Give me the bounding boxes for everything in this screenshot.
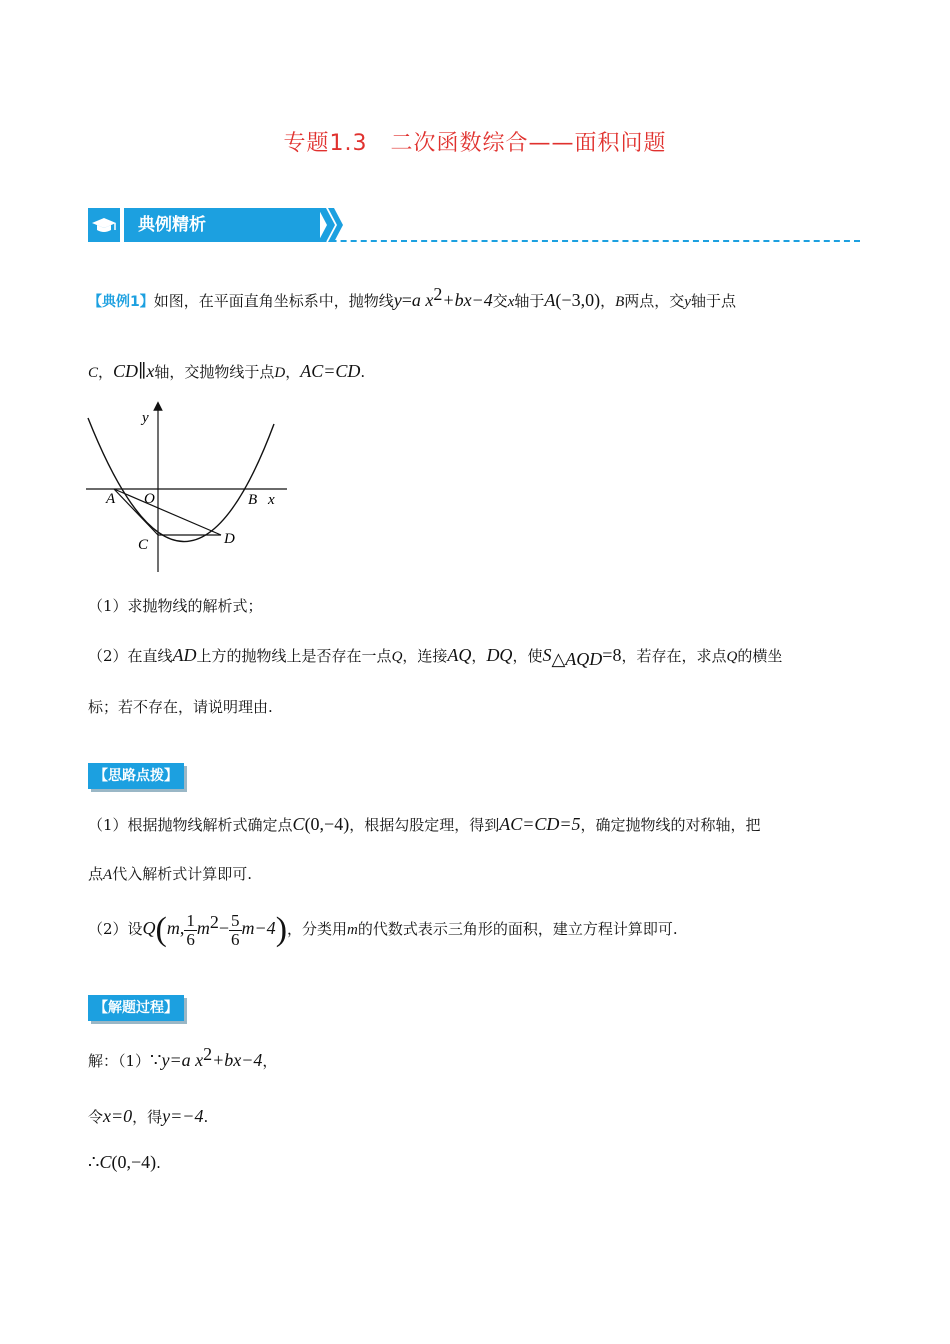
graduation-cap-icon [88, 208, 120, 242]
hint-1-line-1: （1）根据抛物线解析式确定点C(0,−4)，根据勾股定理，得到AC=CD=5，确定抛物线的对称轴，把 [88, 814, 761, 834]
section-divider [250, 240, 860, 242]
page-title: 专题1.3 二次函数综合——面积问题 [283, 131, 667, 156]
question-2-line-1: （2）在直线AD上方的抛物线上是否存在一点Q，连接AQ，DQ，使$S_{\triangle AQD}=8$，若存在，求点Q的横坐 [88, 645, 783, 669]
section-title: 典例精析 [124, 208, 320, 242]
label-C: C [138, 537, 149, 553]
chevron-right-icon [318, 208, 348, 242]
question-1: （1）求抛物线的解析式； [88, 597, 263, 615]
solution-line-3: ∴C(0,−4). [88, 1152, 161, 1172]
example-line-1: 【典例1】如图，在平面直角坐标系中，抛物线y=a $x^2+bx-4$交x轴于A(−3,0)，B两点，交y轴于点 [88, 284, 736, 310]
segment-AD [114, 489, 221, 535]
solution-badge: 【解题过程】 [88, 995, 184, 1021]
solution-section-label [88, 997, 184, 1017]
hint-2: （2）设Q(m, $\frac{1}{6}$ $m^2-$ $\frac{5}{6}$ m−4)，分类用m的代数式表示三角形的面积，建立方程计算即可. [88, 910, 678, 949]
hint-section-label [88, 765, 184, 785]
hint-1-line-2: 点A代入解析式计算即可. [88, 865, 252, 883]
hint-badge: 【思路点拨】 [88, 763, 184, 789]
label-B: B [248, 492, 258, 508]
label-y: y [142, 410, 149, 426]
solution-line-2: 令x=0，得y=−4. [88, 1106, 209, 1126]
solution-line-1: 解：（1）∵y=a $x^2+bx-4$， [88, 1044, 278, 1070]
fraction-five-sixths: $\frac{5}{6}$ [231, 910, 240, 949]
parabola-curve [88, 418, 274, 542]
label-x: x [268, 492, 275, 508]
label-O: O [144, 491, 155, 507]
question-2-line-2: 标；若不存在，请说明理由. [88, 698, 273, 716]
example-line-2: C，CD∥x轴，交抛物线于点D，AC=CD. [88, 361, 366, 381]
parabola-figure [82, 400, 292, 575]
fraction-one-sixth: $\frac{1}{6}$ [186, 910, 195, 949]
label-D: D [224, 531, 235, 547]
label-A: A [106, 491, 116, 507]
example-tag: 【典例1】 [88, 294, 154, 310]
